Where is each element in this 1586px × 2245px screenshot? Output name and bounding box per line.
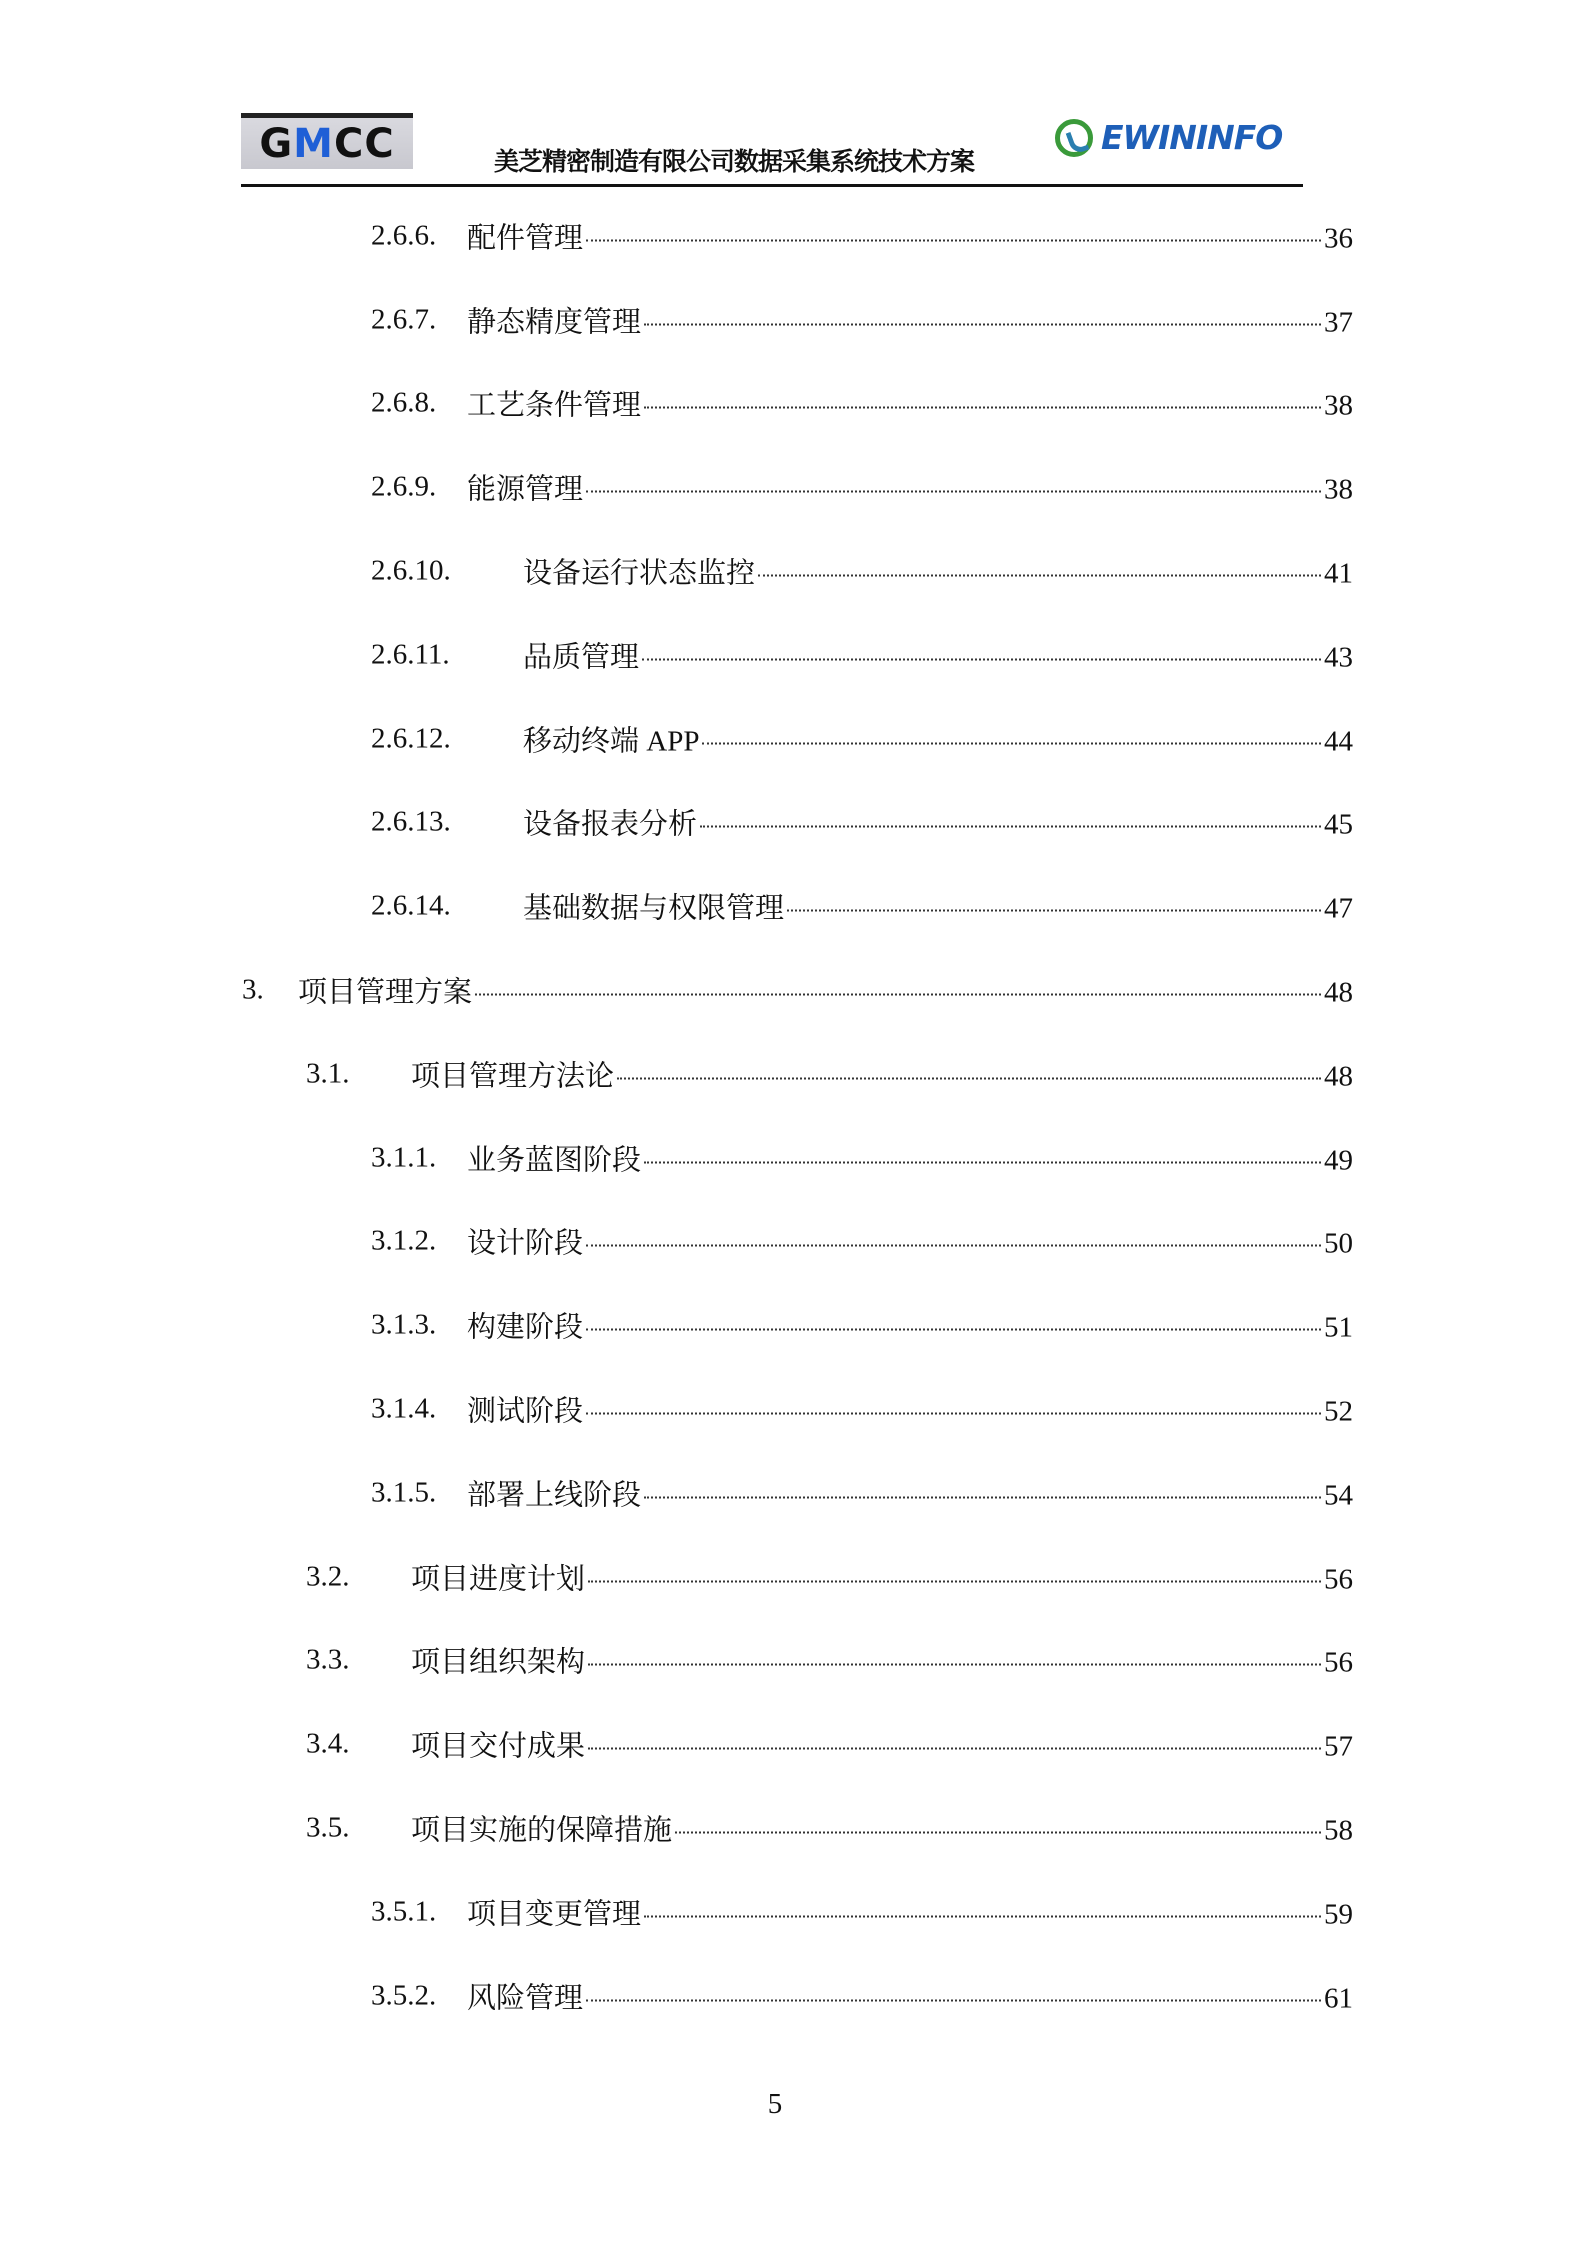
toc-dot-leader	[588, 1664, 1321, 1666]
toc-entry-number: 3.1.3.	[371, 1308, 437, 1341]
toc-entry-number: 2.6.12.	[371, 722, 451, 755]
toc-entry-number: 3.1.	[306, 1057, 350, 1090]
toc-entry-title: 项目管理方法论	[411, 1060, 615, 1093]
toc-entry-number: 3.1.4.	[371, 1392, 437, 1425]
toc-dot-leader	[642, 658, 1321, 660]
toc-entry-page: 45	[1324, 808, 1353, 841]
toc-entry-title: 移动终端 APP	[523, 725, 700, 758]
toc-entry-number: 2.6.13.	[371, 805, 451, 838]
toc-entry-number: 3.1.2.	[371, 1224, 437, 1257]
toc-entry[interactable]	[0, 1451, 1586, 1535]
toc-entry-line	[467, 1975, 1353, 2016]
toc-dot-leader	[586, 1413, 1321, 1415]
toc-entry-page: 59	[1324, 1898, 1353, 1931]
toc-entry[interactable]	[0, 1200, 1586, 1284]
toc-entry-number: 3.5.1.	[371, 1895, 437, 1928]
toc-entry-number: 2.6.7.	[371, 303, 437, 336]
document-header-title: 美芝精密制造有限公司数据采集系统技术方案	[494, 147, 975, 176]
toc-entry-number: 2.6.6.	[371, 219, 437, 252]
toc-entry-number: 3.1.1.	[371, 1141, 437, 1174]
toc-entry-page: 50	[1324, 1227, 1353, 1260]
toc-entry-title: 设备运行状态监控	[523, 557, 756, 590]
toc-entry-title: 部署上线阶段	[467, 1479, 642, 1512]
toc-dot-leader	[644, 1496, 1321, 1498]
toc-entry[interactable]	[0, 1702, 1586, 1786]
toc-entry-number: 3.4.	[306, 1727, 350, 1760]
toc-entry-page: 37	[1324, 306, 1353, 339]
toc-entry-title: 配件管理	[467, 222, 584, 255]
header-divider	[241, 184, 1303, 187]
toc-entry-title: 工艺条件管理	[467, 389, 642, 422]
toc-entry-page: 58	[1324, 1814, 1353, 1847]
toc-entry-number: 3.3.	[306, 1643, 350, 1676]
toc-entry[interactable]	[0, 613, 1586, 697]
toc-entry-number: 2.6.14.	[371, 889, 451, 922]
toc-dot-leader	[644, 407, 1321, 409]
toc-entry[interactable]	[0, 1786, 1586, 1870]
toc-dot-leader	[700, 826, 1321, 828]
toc-entry-line	[298, 970, 1353, 1011]
toc-entry[interactable]	[0, 278, 1586, 362]
toc-entry[interactable]	[0, 1954, 1586, 2038]
toc-dot-leader	[586, 1329, 1321, 1331]
toc-entry-line	[467, 467, 1353, 508]
toc-dot-leader	[702, 742, 1321, 744]
toc-dot-leader	[644, 323, 1321, 325]
toc-entry-page: 48	[1324, 976, 1353, 1009]
toc-entry[interactable]	[0, 697, 1586, 781]
toc-entry-title: 设备报表分析	[523, 808, 698, 841]
toc-entry-page: 47	[1324, 892, 1353, 925]
toc-entry[interactable]	[0, 781, 1586, 865]
toc-dot-leader	[675, 1832, 1321, 1834]
table-of-contents	[0, 194, 1586, 2038]
toc-entry-page: 41	[1324, 557, 1353, 590]
toc-entry-page: 38	[1324, 389, 1353, 422]
toc-entry-number: 3.2.	[306, 1560, 350, 1593]
toc-dot-leader	[588, 1580, 1321, 1582]
toc-entry[interactable]	[0, 362, 1586, 446]
toc-entry-line	[467, 1891, 1353, 1932]
toc-entry-page: 61	[1324, 1982, 1353, 2015]
toc-entry-title: 项目进度计划	[411, 1563, 586, 1596]
toc-entry-line	[467, 1389, 1353, 1430]
toc-dot-leader	[617, 1077, 1321, 1079]
toc-entry-line	[523, 886, 1353, 927]
toc-entry-number: 3.5.2.	[371, 1979, 437, 2012]
toc-entry-title: 项目组织架构	[411, 1646, 586, 1679]
toc-entry-line	[467, 383, 1353, 424]
toc-entry-title: 能源管理	[467, 473, 584, 506]
toc-dot-leader	[586, 1245, 1321, 1247]
toc-entry-page: 44	[1324, 725, 1353, 758]
toc-entry-page: 57	[1324, 1730, 1353, 1763]
toc-dot-leader	[588, 1748, 1321, 1750]
toc-entry-line	[411, 1053, 1353, 1094]
toc-entry-number: 2.6.9.	[371, 470, 437, 503]
toc-entry-line	[467, 1221, 1353, 1262]
toc-entry-page: 49	[1324, 1144, 1353, 1177]
toc-entry-line	[411, 1724, 1353, 1765]
toc-dot-leader	[586, 1999, 1321, 2001]
toc-dot-leader	[758, 575, 1321, 577]
toc-entry-number: 2.6.10.	[371, 554, 451, 587]
toc-entry-line	[523, 718, 1353, 759]
toc-entry[interactable]	[0, 1870, 1586, 1954]
toc-entry-page: 43	[1324, 641, 1353, 674]
toc-entry-page: 51	[1324, 1311, 1353, 1344]
toc-entry-number: 3.1.5.	[371, 1476, 437, 1509]
toc-entry-line	[411, 1808, 1353, 1849]
toc-entry-title: 设计阶段	[467, 1227, 584, 1260]
toc-entry-title: 项目变更管理	[467, 1898, 642, 1931]
toc-entry[interactable]	[0, 1283, 1586, 1367]
toc-entry-title: 项目管理方案	[298, 976, 473, 1009]
toc-entry-title: 风险管理	[467, 1982, 584, 2015]
toc-dot-leader	[475, 994, 1321, 996]
toc-entry-number: 3.	[242, 973, 264, 1006]
toc-entry[interactable]	[0, 194, 1586, 278]
toc-entry-line	[523, 634, 1353, 675]
toc-dot-leader	[586, 491, 1321, 493]
toc-entry-title: 测试阶段	[467, 1395, 584, 1428]
toc-entry-line	[523, 551, 1353, 592]
toc-entry-line	[467, 1305, 1353, 1346]
toc-entry-number: 3.5.	[306, 1811, 350, 1844]
toc-entry[interactable]	[0, 1619, 1586, 1703]
toc-entry-page: 56	[1324, 1646, 1353, 1679]
toc-entry[interactable]	[0, 1032, 1586, 1116]
toc-entry-page: 36	[1324, 222, 1353, 255]
toc-entry[interactable]	[0, 864, 1586, 948]
toc-entry[interactable]	[0, 948, 1586, 1032]
toc-entry[interactable]	[0, 1535, 1586, 1619]
toc-entry[interactable]	[0, 1367, 1586, 1451]
toc-entry-title: 业务蓝图阶段	[467, 1144, 642, 1177]
toc-entry-number: 2.6.11.	[371, 638, 450, 671]
toc-entry-line	[411, 1640, 1353, 1681]
toc-entry-line	[467, 1137, 1353, 1178]
toc-entry-page: 54	[1324, 1479, 1353, 1512]
toc-entry-title: 构建阶段	[467, 1311, 584, 1344]
toc-entry-title: 项目交付成果	[411, 1730, 586, 1763]
toc-entry-page: 38	[1324, 473, 1353, 506]
toc-dot-leader	[644, 1915, 1321, 1917]
toc-entry-line	[467, 215, 1353, 256]
toc-entry[interactable]	[0, 529, 1586, 613]
toc-entry[interactable]	[0, 1116, 1586, 1200]
toc-entry-line	[467, 299, 1353, 340]
ewininfo-logo: EWININFO	[1055, 118, 1282, 157]
toc-entry-page: 56	[1324, 1563, 1353, 1596]
toc-entry-title: 基础数据与权限管理	[523, 892, 785, 925]
gmcc-logo: G M CC	[241, 113, 413, 169]
toc-entry-title: 静态精度管理	[467, 306, 642, 339]
toc-dot-leader	[586, 239, 1321, 241]
toc-dot-leader	[787, 910, 1321, 912]
toc-entry[interactable]	[0, 445, 1586, 529]
toc-entry-line	[523, 802, 1353, 843]
toc-entry-title: 品质管理	[523, 641, 640, 674]
toc-entry-line	[467, 1472, 1353, 1513]
toc-entry-page: 52	[1324, 1395, 1353, 1428]
toc-entry-title: 项目实施的保障措施	[411, 1814, 673, 1847]
page-number: 5	[767, 2088, 783, 2120]
toc-entry-page: 48	[1324, 1060, 1353, 1093]
ewininfo-logo-icon	[1055, 119, 1093, 157]
toc-dot-leader	[644, 1161, 1321, 1163]
toc-entry-number: 2.6.8.	[371, 386, 437, 419]
toc-entry-line	[411, 1556, 1353, 1597]
